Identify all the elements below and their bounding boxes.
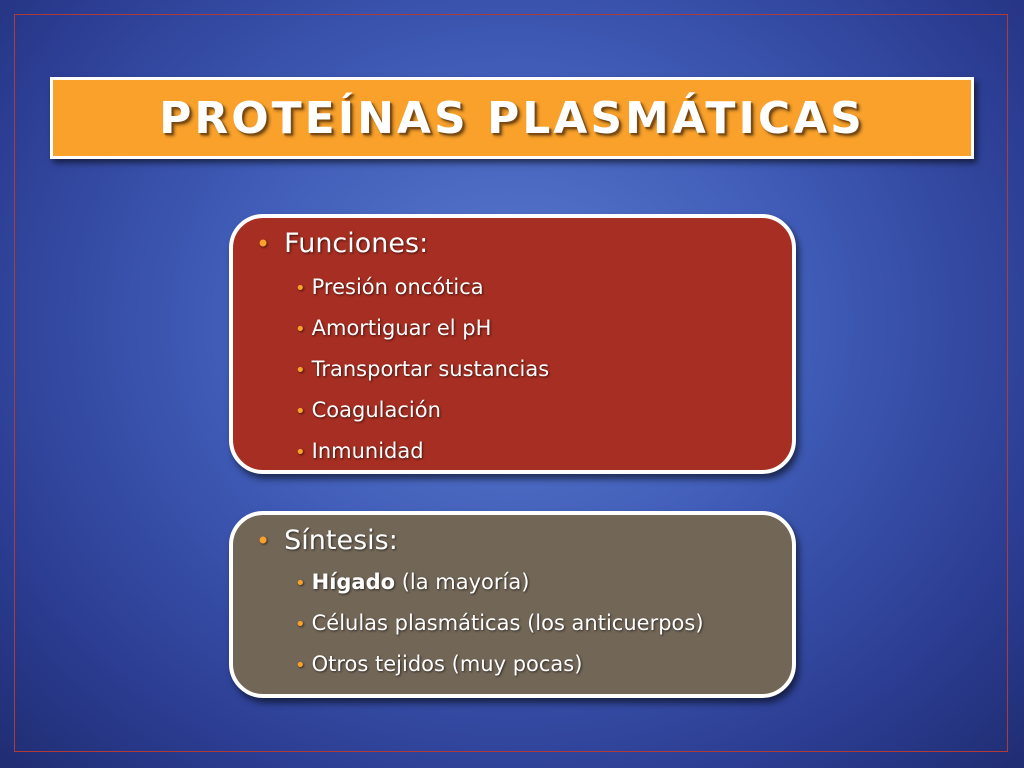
list-item: [295, 275, 484, 299]
slide-title: PROTEÍNAS PLASMÁTICAS: [159, 92, 865, 144]
list-item: [295, 316, 491, 340]
bullet-icon: •: [295, 614, 306, 635]
bullet-icon: •: [295, 573, 306, 594]
bullet-icon: •: [295, 401, 306, 422]
list-item-text: Inmunidad: [311, 439, 424, 463]
list-item: [295, 439, 424, 463]
list-item-text: Otros tejidos (muy pocas): [311, 652, 583, 676]
list-item-text: Amortiguar el pH: [311, 316, 492, 340]
list-item-text: Células plasmáticas (los anticuerpos): [311, 611, 704, 635]
list-item: [295, 357, 549, 381]
list-item: [295, 570, 529, 594]
list-item: [295, 652, 582, 676]
list-item: [295, 398, 441, 422]
title-banner: [50, 77, 974, 159]
functions-box: [229, 214, 796, 474]
synthesis-box: [229, 511, 796, 698]
bullet-icon: •: [295, 319, 306, 340]
bullet-icon: •: [295, 278, 306, 299]
functions-heading-text: Funciones:: [284, 228, 429, 259]
bullet-icon: •: [295, 655, 306, 676]
bullet-icon: •: [295, 360, 306, 381]
synthesis-heading-text: Síntesis:: [284, 525, 398, 556]
synthesis-heading: [256, 525, 398, 556]
list-item: [295, 611, 704, 635]
functions-heading: [256, 228, 428, 259]
bullet-icon: •: [256, 527, 271, 555]
list-item-text: Transportar sustancias: [311, 357, 550, 381]
list-item-bold-text: Hígado: [311, 570, 396, 594]
bullet-icon: •: [256, 230, 271, 258]
list-item-text: Presión oncótica: [311, 275, 484, 299]
bullet-icon: •: [295, 442, 306, 463]
list-item-text: (la mayoría): [395, 570, 530, 594]
list-item-text: Coagulación: [311, 398, 441, 422]
